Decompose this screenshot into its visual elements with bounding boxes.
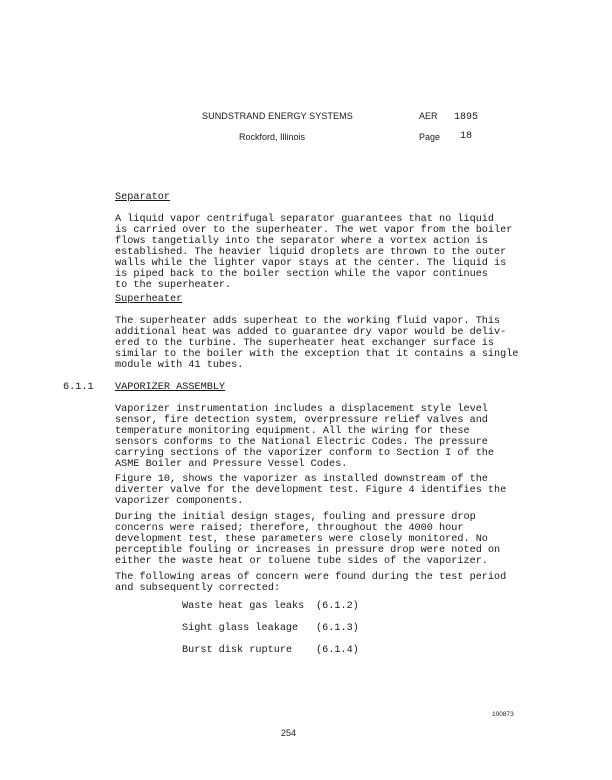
page-value: 18	[460, 131, 473, 142]
aer-number: 1895	[454, 112, 479, 123]
text-line: module with 41 tubes.	[115, 360, 244, 371]
text-line: Figure 10, shows the vaporizer as installed downstream of the	[115, 474, 488, 485]
page-number: 254	[281, 728, 297, 738]
text-line: is piped back to the boiler section while the vapor continues	[115, 269, 488, 280]
text-line: similar to the boiler with the exception that it contains a single	[115, 349, 519, 360]
text-line: concerns were raised; therefore, throughout the 4000 hour	[115, 523, 464, 534]
concern-reference: (6.1.4)	[316, 645, 359, 656]
concern-item: Sight glass leakage	[182, 623, 299, 634]
company-location: Rockford, Illinois	[239, 132, 306, 142]
text-line: and subsequently corrected:	[115, 583, 281, 594]
text-line: additional heat was added to guarantee dry vapor would be deliv-	[115, 327, 507, 338]
text-line: A liquid vapor centrifugal separator guarantees that no liquid	[115, 214, 495, 225]
text-line: ered to the turbine. The superheater heat exchanger surface is	[115, 338, 495, 349]
text-line: walls while the lighter vapor stays at the center. The liquid is	[115, 258, 507, 269]
concern-reference: (6.1.2)	[316, 601, 359, 612]
text-line: ASME Boiler and Pressure Vessel Codes.	[115, 459, 348, 470]
text-line: diverter valve for the development test. Figure 4 identifies the	[115, 485, 507, 496]
text-line: either the waste heat or toluene tube sides of the vaporizer.	[115, 556, 488, 567]
superheater-heading: Superheater	[115, 294, 183, 305]
text-line: temperature monitoring equipment. All the wiring for these	[115, 426, 470, 437]
text-line: to the superheater.	[115, 280, 232, 291]
text-line: is carried over to the superheater. The wet vapor from the boiler	[115, 225, 513, 236]
text-line: development test, these parameters were closely monitored. No	[115, 534, 488, 545]
text-line: carrying sections of the vaporizer conform to Section I of the	[115, 448, 495, 459]
text-line: sensors conforms to the National Electric Codes. The pressure	[115, 437, 488, 448]
aer-label: AER	[419, 111, 438, 121]
text-line: flows tangetially into the separator where a vortex action is	[115, 236, 488, 247]
text-line: Vaporizer instrumentation includes a displacement style level	[115, 404, 488, 415]
document-number: 100873	[492, 711, 514, 718]
concern-item: Waste heat gas leaks	[182, 601, 305, 612]
text-line: perceptible fouling or increases in pressure drop were noted on	[115, 545, 501, 556]
separator-heading: Separator	[115, 192, 171, 203]
section-number: 6.1.1	[63, 382, 94, 393]
text-line: The following areas of concern were found during the test period	[115, 572, 507, 583]
text-line: During the initial design stages, fouling and pressure drop	[115, 512, 476, 523]
company-name: SUNDSTRAND ENERGY SYSTEMS	[202, 111, 353, 121]
text-line: established. The heavier liquid droplets are thrown to the outer	[115, 247, 507, 258]
vaporizer-heading: VAPORIZER ASSEMBLY	[115, 382, 226, 393]
text-line: sensor, fire detection system, overpressure relief valves and	[115, 415, 488, 426]
concern-reference: (6.1.3)	[316, 623, 359, 634]
text-line: vaporizer components.	[115, 496, 244, 507]
text-line: The superheater adds superheat to the working fluid vapor. This	[115, 316, 501, 327]
concern-item: Burst disk rupture	[182, 645, 293, 656]
page-label: Page	[419, 132, 441, 142]
